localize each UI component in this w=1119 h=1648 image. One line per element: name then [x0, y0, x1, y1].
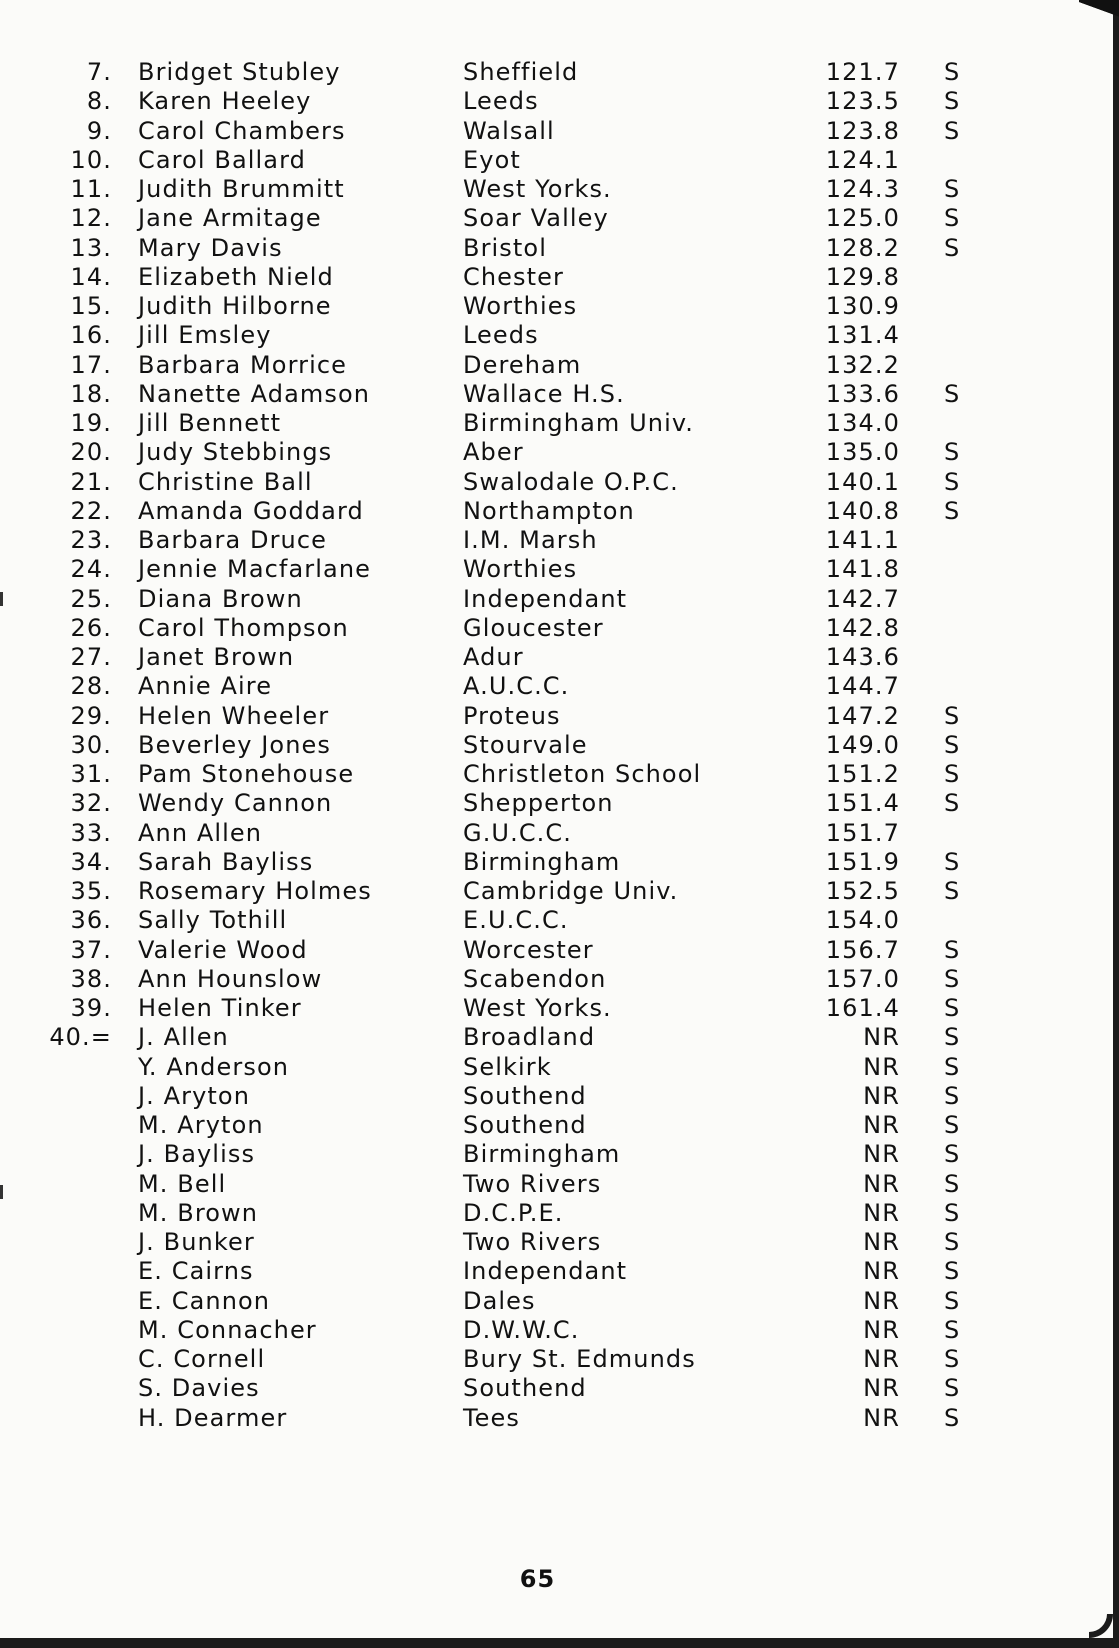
result-flag: S — [944, 1374, 961, 1403]
result-time: 121.7 — [825, 58, 900, 86]
result-row — [0, 1287, 1100, 1316]
page-number: 65 — [519, 1565, 556, 1593]
result-flag: S — [944, 1228, 961, 1256]
club-name: I.M. Marsh — [463, 526, 598, 554]
competitor-name: Nanette Adamson — [138, 379, 371, 408]
result-row — [0, 1053, 1100, 1082]
club-name: A.U.C.C. — [463, 672, 570, 701]
club-name: Cambridge Univ. — [463, 877, 679, 905]
club-name: Southend — [463, 1111, 587, 1139]
result-row — [0, 555, 1100, 584]
result-time: 133.6 — [825, 379, 900, 408]
result-time: 140.8 — [825, 496, 900, 525]
result-row — [0, 380, 1100, 409]
result-rank: 40.= — [49, 1023, 112, 1052]
result-time: 132.2 — [825, 350, 900, 379]
competitor-name: Judy Stebbings — [138, 438, 333, 467]
result-flag: S — [944, 1052, 961, 1081]
result-rank: 12. — [70, 204, 112, 233]
result-flag: S — [944, 116, 961, 145]
result-row — [0, 1374, 1100, 1403]
club-name: Shepperton — [463, 789, 614, 818]
result-time: 149.0 — [825, 730, 900, 759]
result-time: NR — [863, 1081, 900, 1110]
result-time: NR — [863, 1257, 900, 1286]
club-name: Two Rivers — [463, 1169, 602, 1198]
result-rank: 22. — [70, 496, 112, 525]
result-time: 151.9 — [825, 847, 900, 876]
competitor-name: Ann Allen — [138, 818, 263, 847]
result-time: NR — [863, 1052, 900, 1081]
result-row — [0, 994, 1100, 1023]
result-rank: 9. — [86, 116, 112, 145]
competitor-name: Christine Ball — [138, 467, 313, 496]
club-name: Tees — [463, 1403, 521, 1432]
result-time: 151.7 — [825, 818, 900, 847]
competitor-name: J. Aryton — [138, 1081, 251, 1110]
club-name: Soar Valley — [463, 204, 609, 233]
competitor-name: J. Bunker — [138, 1228, 255, 1256]
result-flag: S — [944, 760, 961, 788]
competitor-name: M. Aryton — [138, 1111, 264, 1139]
result-time: 143.6 — [825, 643, 900, 671]
result-row — [0, 1170, 1100, 1199]
result-row — [0, 1257, 1100, 1286]
result-flag: S — [944, 994, 961, 1022]
result-time: 134.0 — [825, 409, 900, 437]
result-time: 147.2 — [825, 701, 900, 730]
result-row — [0, 292, 1100, 321]
result-row — [0, 1082, 1100, 1111]
result-time: 156.7 — [825, 935, 900, 964]
result-rank: 15. — [70, 292, 112, 320]
result-flag: S — [944, 467, 961, 496]
result-row — [0, 468, 1100, 497]
result-time: NR — [863, 1111, 900, 1139]
club-name: Northampton — [463, 496, 635, 525]
club-name: Wallace H.S. — [463, 379, 625, 408]
result-rank: 27. — [70, 643, 112, 671]
page-edge-bottom — [0, 1638, 1119, 1648]
result-row — [0, 1404, 1100, 1433]
result-time: NR — [863, 1228, 900, 1256]
result-time: 124.3 — [825, 175, 900, 203]
club-name: Broadland — [463, 1023, 596, 1052]
result-time: 142.7 — [825, 584, 900, 613]
result-flag: S — [944, 1111, 961, 1139]
result-row — [0, 877, 1100, 906]
competitor-name: Ann Hounslow — [138, 964, 323, 993]
result-rank: 8. — [86, 87, 112, 116]
result-row — [0, 438, 1100, 467]
result-flag: S — [944, 1257, 961, 1286]
competitor-name: Jill Emsley — [138, 321, 272, 350]
result-row — [0, 175, 1100, 204]
result-flag: S — [944, 204, 961, 233]
competitor-name: Karen Heeley — [138, 87, 312, 116]
result-flag: S — [944, 87, 961, 116]
competitor-name: Helen Tinker — [138, 994, 302, 1022]
result-flag: S — [944, 935, 961, 964]
result-rank: 25. — [70, 584, 112, 613]
result-row — [0, 789, 1100, 818]
result-row — [0, 906, 1100, 935]
result-flag: S — [944, 730, 961, 759]
competitor-name: Barbara Morrice — [138, 350, 348, 379]
competitor-name: M. Connacher — [138, 1315, 317, 1344]
result-flag: S — [944, 1315, 961, 1344]
result-row — [0, 117, 1100, 146]
club-name: Independant — [463, 1257, 628, 1286]
club-name: Bury St. Edmunds — [463, 1345, 696, 1373]
result-time: NR — [863, 1403, 900, 1432]
result-time: 131.4 — [825, 321, 900, 350]
page-edge-curve — [1089, 1614, 1113, 1638]
result-row — [0, 731, 1100, 760]
competitor-name: Pam Stonehouse — [138, 760, 355, 788]
result-rank: 35. — [70, 877, 112, 905]
competitor-name: H. Dearmer — [138, 1403, 288, 1432]
club-name: Sheffield — [463, 58, 579, 86]
result-flag: S — [944, 789, 961, 818]
result-rank: 36. — [70, 906, 112, 935]
club-name: Two Rivers — [463, 1228, 602, 1256]
result-rank: 39. — [70, 994, 112, 1022]
result-row — [0, 497, 1100, 526]
competitor-name: Helen Wheeler — [138, 701, 330, 730]
result-row — [0, 1199, 1100, 1228]
club-name: D.W.W.C. — [463, 1315, 580, 1344]
competitor-name: M. Brown — [138, 1198, 259, 1227]
club-name: E.U.C.C. — [463, 906, 569, 935]
competitor-name: Jill Bennett — [138, 409, 282, 437]
result-flag: S — [944, 175, 961, 203]
result-rank: 16. — [70, 321, 112, 350]
club-name: Birmingham — [463, 847, 621, 876]
result-row — [0, 614, 1100, 643]
result-rank: 26. — [70, 613, 112, 642]
result-flag: S — [944, 233, 961, 262]
competitor-name: Mary Davis — [138, 233, 283, 262]
competitor-name: Carol Thompson — [138, 613, 349, 642]
club-name: Dereham — [463, 350, 582, 379]
result-row — [0, 321, 1100, 350]
club-name: Swalodale O.P.C. — [463, 467, 679, 496]
club-name: Independant — [463, 584, 628, 613]
result-flag: S — [944, 1198, 961, 1227]
club-name: Birmingham — [463, 1140, 621, 1169]
result-row — [0, 1023, 1100, 1052]
result-time: 154.0 — [825, 906, 900, 935]
result-row — [0, 702, 1100, 731]
result-flag: S — [944, 1403, 961, 1432]
result-flag: S — [944, 1140, 961, 1169]
result-time: NR — [863, 1023, 900, 1052]
result-time: 123.5 — [825, 87, 900, 116]
result-row — [0, 58, 1100, 87]
club-name: Chester — [463, 262, 564, 291]
result-flag: S — [944, 1081, 961, 1110]
page-corner — [1079, 0, 1119, 22]
competitor-name: Judith Brummitt — [138, 175, 345, 203]
result-row — [0, 1111, 1100, 1140]
result-rank: 28. — [70, 672, 112, 701]
result-rank: 19. — [70, 409, 112, 437]
competitor-name: E. Cannon — [138, 1286, 271, 1315]
result-flag: S — [944, 438, 961, 467]
competitor-name: Diana Brown — [138, 584, 303, 613]
result-row — [0, 819, 1100, 848]
result-rank: 37. — [70, 935, 112, 964]
result-time: 151.2 — [825, 760, 900, 788]
result-rank: 34. — [70, 847, 112, 876]
competitor-name: Judith Hilborne — [138, 292, 332, 320]
result-time: NR — [863, 1169, 900, 1198]
competitor-name: Barbara Druce — [138, 526, 328, 554]
result-flag: S — [944, 964, 961, 993]
competitor-name: J. Bayliss — [138, 1140, 256, 1169]
competitor-name: Jane Armitage — [138, 204, 322, 233]
result-time: 157.0 — [825, 964, 900, 993]
result-time: 123.8 — [825, 116, 900, 145]
result-rank: 33. — [70, 818, 112, 847]
result-row — [0, 760, 1100, 789]
club-name: Walsall — [463, 116, 555, 145]
result-row — [0, 1345, 1100, 1374]
result-time: NR — [863, 1198, 900, 1227]
club-name: Dales — [463, 1286, 536, 1315]
result-flag: S — [944, 1023, 961, 1052]
competitor-name: Carol Ballard — [138, 145, 306, 174]
competitor-name: S. Davies — [138, 1374, 260, 1403]
competitor-name: Amanda Goddard — [138, 496, 364, 525]
result-row — [0, 848, 1100, 877]
competitor-name: J. Allen — [138, 1023, 229, 1052]
result-flag: S — [944, 379, 961, 408]
result-time: 125.0 — [825, 204, 900, 233]
result-row — [0, 1228, 1100, 1257]
result-rank: 10. — [70, 145, 112, 174]
result-row — [0, 643, 1100, 672]
club-name: Worthies — [463, 292, 578, 320]
club-name: Southend — [463, 1081, 587, 1110]
result-time: 129.8 — [825, 262, 900, 291]
club-name: Scabendon — [463, 964, 607, 993]
club-name: Leeds — [463, 321, 539, 350]
result-time: 124.1 — [825, 145, 900, 174]
result-time: 142.8 — [825, 613, 900, 642]
result-row — [0, 87, 1100, 116]
result-time: NR — [863, 1140, 900, 1169]
competitor-name: Janet Brown — [138, 643, 295, 671]
club-name: G.U.C.C. — [463, 818, 572, 847]
competitor-name: Bridget Stubley — [138, 58, 341, 86]
result-rank: 32. — [70, 789, 112, 818]
page-edge-right — [1113, 0, 1119, 1648]
club-name: Aber — [463, 438, 524, 467]
result-time: 151.4 — [825, 789, 900, 818]
result-time: 135.0 — [825, 438, 900, 467]
result-rank: 20. — [70, 438, 112, 467]
competitor-name: C. Cornell — [138, 1345, 266, 1373]
result-flag: S — [944, 58, 961, 86]
club-name: Christleton School — [463, 760, 702, 788]
result-rank: 7. — [86, 58, 112, 86]
club-name: Worcester — [463, 935, 594, 964]
club-name: Gloucester — [463, 613, 604, 642]
result-rank: 30. — [70, 730, 112, 759]
result-rank: 29. — [70, 701, 112, 730]
competitor-name: Carol Chambers — [138, 116, 346, 145]
result-row — [0, 965, 1100, 994]
result-time: 144.7 — [825, 672, 900, 701]
result-flag: S — [944, 496, 961, 525]
result-row — [0, 263, 1100, 292]
result-flag: S — [944, 1286, 961, 1315]
competitor-name: Jennie Macfarlane — [138, 555, 372, 584]
competitor-name: Elizabeth Nield — [138, 262, 334, 291]
club-name: Adur — [463, 643, 524, 671]
result-row — [0, 204, 1100, 233]
club-name: West Yorks. — [463, 175, 612, 203]
club-name: Eyot — [463, 145, 521, 174]
result-row — [0, 1316, 1100, 1345]
result-row — [0, 351, 1100, 380]
result-row — [0, 585, 1100, 614]
competitor-name: Sarah Bayliss — [138, 847, 314, 876]
result-time: 152.5 — [825, 877, 900, 905]
result-row — [0, 234, 1100, 263]
result-time: 141.8 — [825, 555, 900, 584]
result-time: 141.1 — [825, 526, 900, 554]
result-time: 130.9 — [825, 292, 900, 320]
club-name: Worthies — [463, 555, 578, 584]
result-time: NR — [863, 1345, 900, 1373]
result-time: 140.1 — [825, 467, 900, 496]
competitor-name: Rosemary Holmes — [138, 877, 372, 905]
result-rank: 17. — [70, 350, 112, 379]
competitor-name: Y. Anderson — [138, 1052, 290, 1081]
result-time: 128.2 — [825, 233, 900, 262]
result-rank: 38. — [70, 964, 112, 993]
competitor-name: Beverley Jones — [138, 730, 331, 759]
club-name: Selkirk — [463, 1052, 552, 1081]
result-flag: S — [944, 847, 961, 876]
result-row — [0, 409, 1100, 438]
club-name: Proteus — [463, 701, 561, 730]
competitor-name: Wendy Cannon — [138, 789, 333, 818]
result-flag: S — [944, 1345, 961, 1373]
result-row — [0, 146, 1100, 175]
result-rank: 18. — [70, 379, 112, 408]
result-row — [0, 936, 1100, 965]
result-time: NR — [863, 1374, 900, 1403]
club-name: Southend — [463, 1374, 587, 1403]
result-row — [0, 672, 1100, 701]
result-time: NR — [863, 1286, 900, 1315]
result-rank: 31. — [70, 760, 112, 788]
result-rank: 24. — [70, 555, 112, 584]
result-rank: 23. — [70, 526, 112, 554]
result-rank: 11. — [70, 175, 112, 203]
result-rank: 21. — [70, 467, 112, 496]
club-name: Leeds — [463, 87, 539, 116]
result-rank: 14. — [70, 262, 112, 291]
result-flag: S — [944, 877, 961, 905]
competitor-name: Valerie Wood — [138, 935, 308, 964]
club-name: West Yorks. — [463, 994, 612, 1022]
result-time: 161.4 — [825, 994, 900, 1022]
result-flag: S — [944, 1169, 961, 1198]
result-time: NR — [863, 1315, 900, 1344]
competitor-name: M. Bell — [138, 1169, 227, 1198]
results-table — [0, 58, 1100, 1433]
result-row — [0, 1140, 1100, 1169]
competitor-name: Annie Aire — [138, 672, 273, 701]
result-row — [0, 526, 1100, 555]
result-flag: S — [944, 701, 961, 730]
competitor-name: Sally Tothill — [138, 906, 288, 935]
competitor-name: E. Cairns — [138, 1257, 254, 1286]
result-rank: 13. — [70, 233, 112, 262]
club-name: Bristol — [463, 233, 547, 262]
club-name: D.C.P.E. — [463, 1198, 564, 1227]
club-name: Birmingham Univ. — [463, 409, 695, 437]
club-name: Stourvale — [463, 730, 588, 759]
